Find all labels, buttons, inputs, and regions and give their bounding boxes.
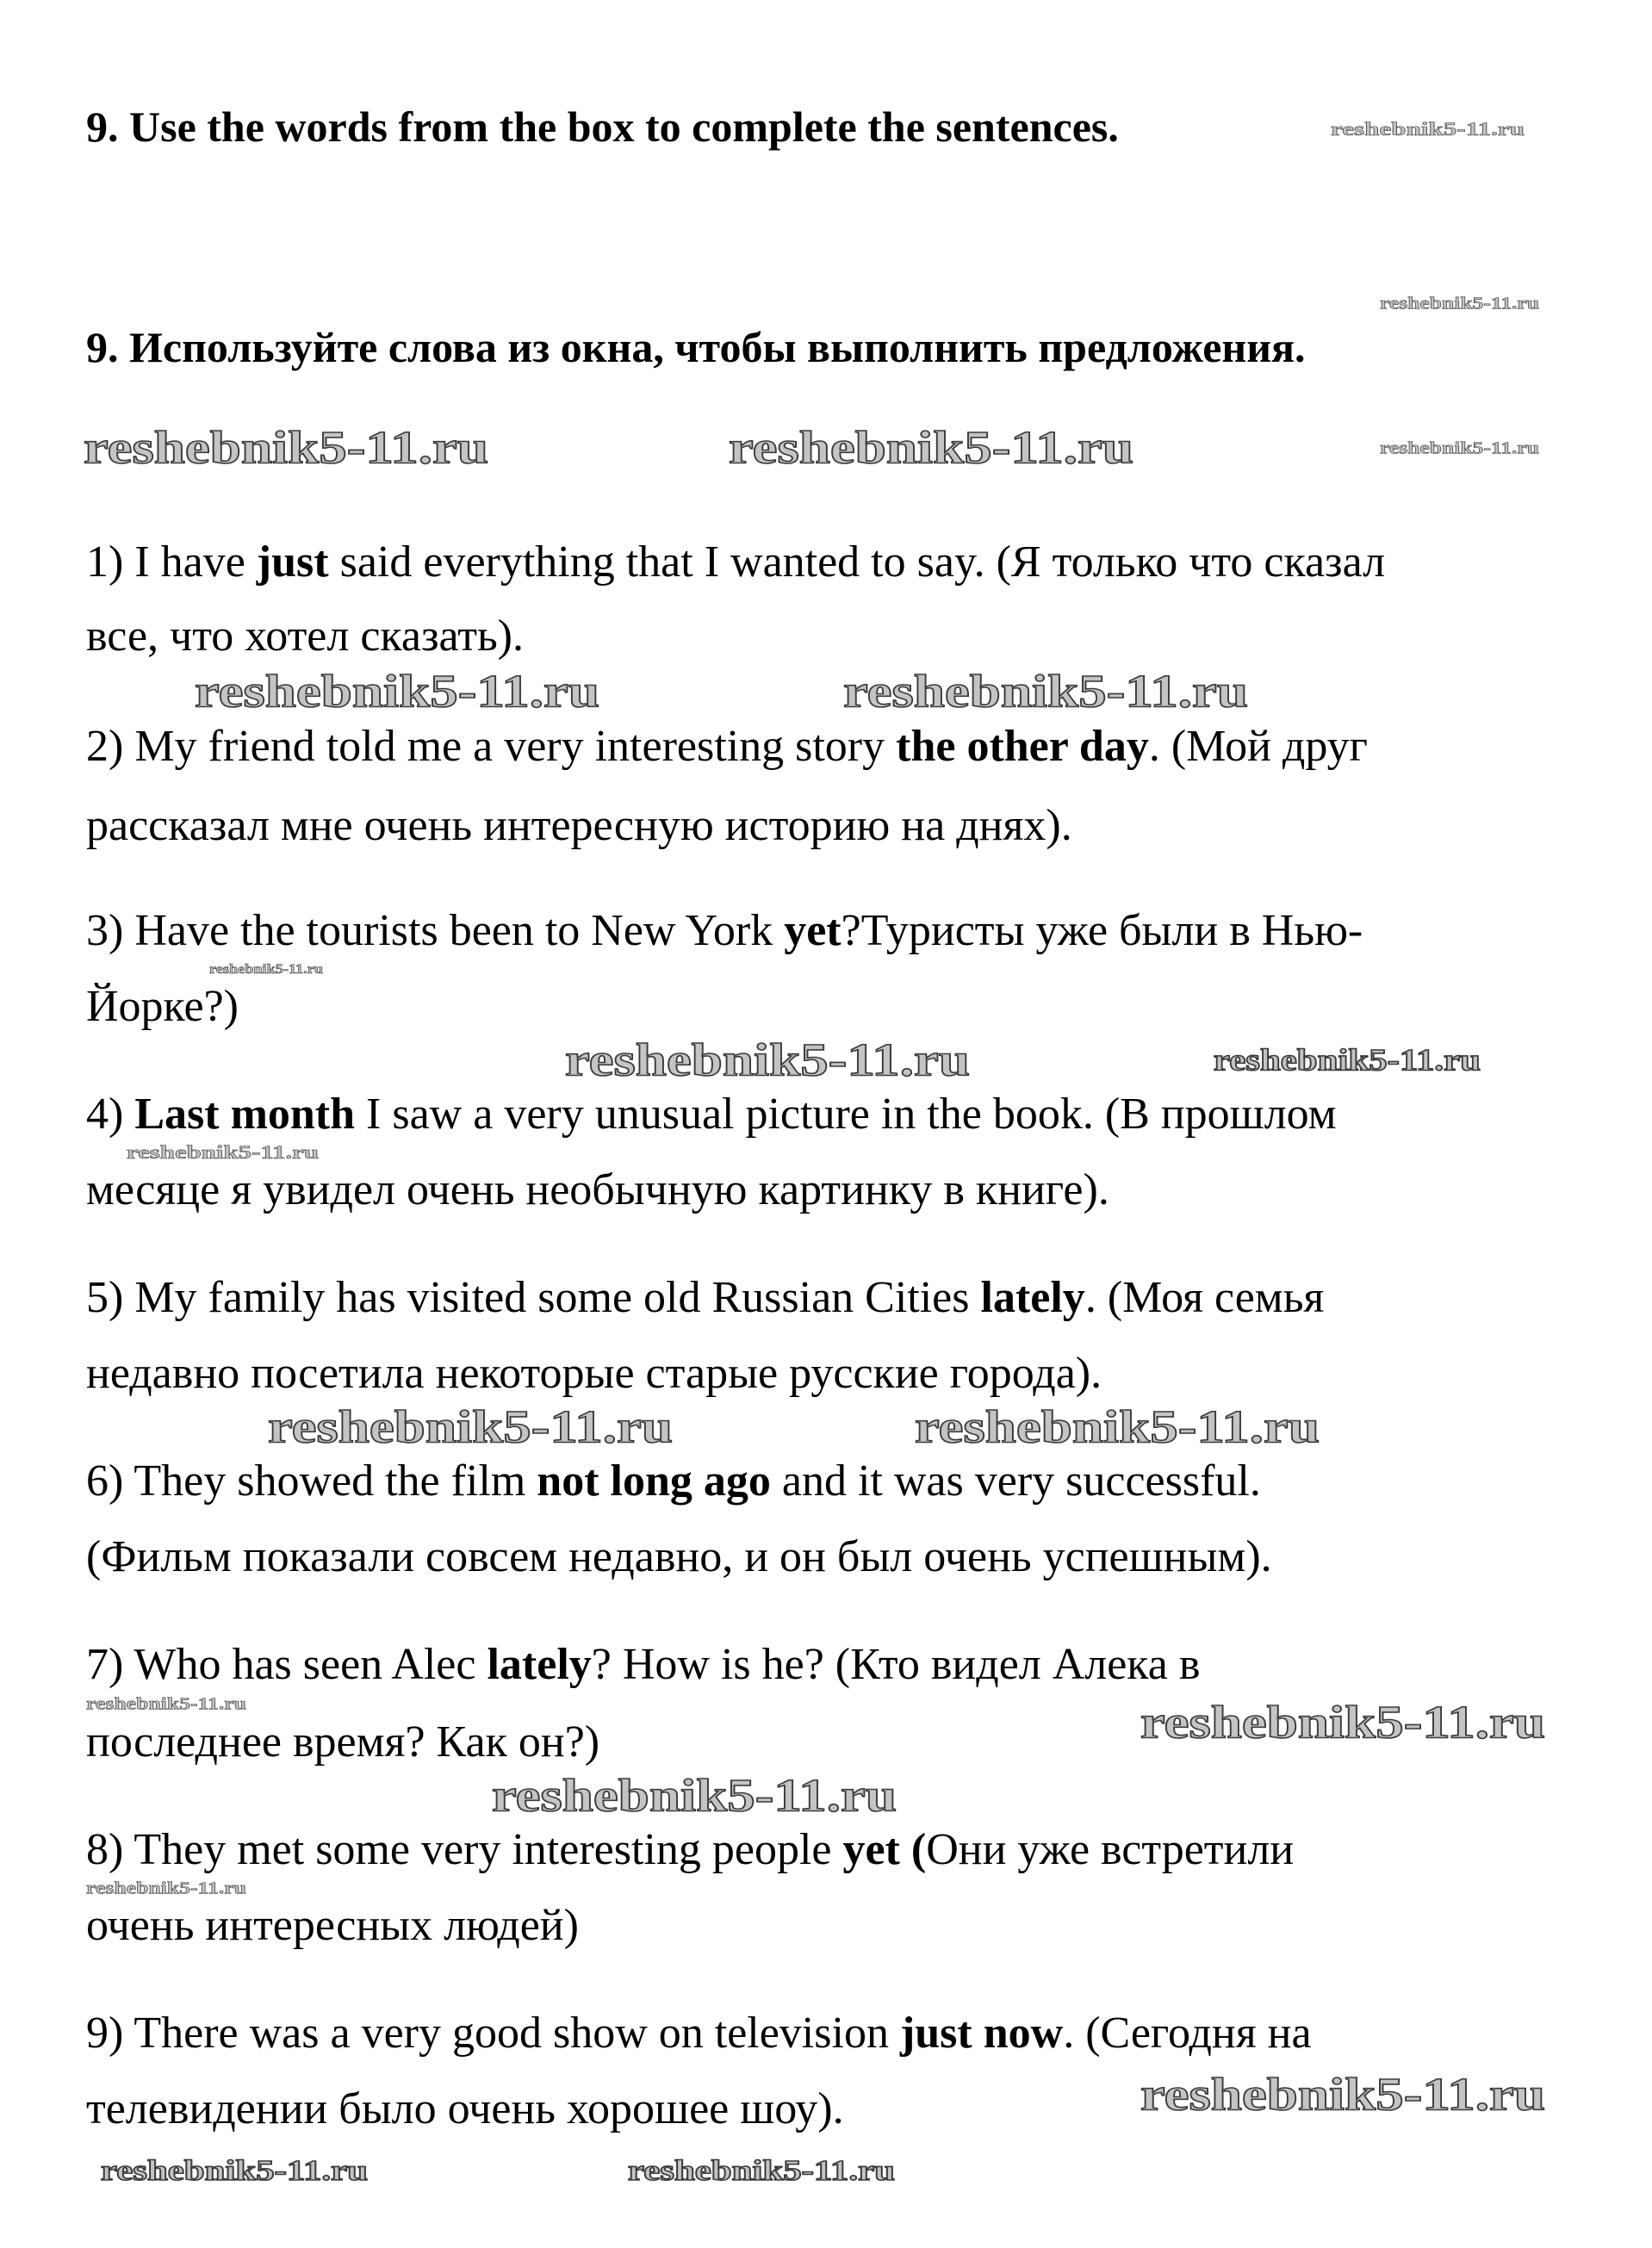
sentence-text: and it was very successful.: [770, 1456, 1261, 1506]
watermark-text: reshebnik5-11.ru: [843, 665, 1248, 717]
answer-line: [86, 611, 524, 662]
watermark-text: reshebnik5-11.ru: [1331, 118, 1525, 140]
sentence-text: 3) Have the tourists been to New York: [86, 906, 785, 955]
answer-line: [86, 1089, 1337, 1140]
watermark-text: reshebnik5-11.ru: [84, 421, 488, 474]
sentence-text: все, что хотел сказать).: [86, 612, 524, 661]
answer-keyword: yet: [784, 906, 842, 955]
watermark-text: reshebnik5-11.ru: [1380, 438, 1539, 458]
sentence-text: 2) My friend told me a very interesting story: [86, 722, 897, 771]
answer-line: [86, 1900, 579, 1952]
sentence-text: 5) My family has visited some old Russian Cities: [86, 1273, 981, 1322]
answer-line: [86, 1717, 599, 1768]
answer-line: [86, 905, 1363, 957]
answer-line: [86, 2008, 1312, 2059]
sentence-text: I saw a very unusual picture in the book. (В прошлом: [355, 1090, 1337, 1139]
sentence-text: 6) They showed the film: [86, 1456, 537, 1506]
sentence-text: . (Мой друг: [1148, 722, 1369, 771]
answer-line: [86, 1639, 1200, 1691]
sentence-text: телевидении было очень хорошее шоу).: [86, 2084, 844, 2133]
sentence-text: (Фильм показали совсем недавно, и он был очень успешным).: [86, 1532, 1272, 1581]
answer-line: [86, 1456, 1261, 1507]
sentence-text: очень интересных людей): [86, 1901, 579, 1950]
watermark-text: reshebnik5-11.ru: [729, 421, 1133, 474]
answer-line: [86, 537, 1385, 588]
sentence-text: рассказал мне очень интересную историю на днях).: [86, 801, 1072, 850]
answer-line: [86, 1531, 1272, 1583]
watermark-text: reshebnik5-11.ru: [628, 2154, 895, 2187]
watermark-text: reshebnik5-11.ru: [1140, 2068, 1545, 2121]
answer-keyword: lately: [487, 1640, 592, 1689]
answer-keyword: just: [256, 537, 329, 587]
sentence-text: Они уже встретили: [926, 1825, 1295, 1874]
sentence-text: 7) Who has seen Alec: [86, 1640, 488, 1689]
watermark-text: reshebnik5-11.ru: [1140, 1696, 1545, 1748]
sentence-text: said everything that I wanted to say. (Я только что сказал: [328, 537, 1386, 587]
sentence-text: . (Моя семья: [1084, 1273, 1325, 1322]
watermark-text: reshebnik5-11.ru: [209, 962, 324, 978]
sentence-text: 1) I have: [86, 537, 257, 587]
watermark-text: reshebnik5-11.ru: [492, 1769, 897, 1822]
watermark-text: reshebnik5-11.ru: [1214, 1042, 1481, 1077]
answer-line: [86, 981, 239, 1033]
watermark-text: reshebnik5-11.ru: [86, 1694, 246, 1714]
watermark-text: reshebnik5-11.ru: [915, 1400, 1320, 1453]
answer-keyword: yet (: [842, 1825, 927, 1874]
sentence-text: недавно посетила некоторые старые русские города).: [86, 1349, 1102, 1398]
watermark-text: reshebnik5-11.ru: [1380, 294, 1539, 314]
sentence-text: месяце я увидел очень необычную картинку в книге).: [86, 1165, 1109, 1214]
answer-line: [86, 1348, 1102, 1400]
sentence-text: ? How is he? (Кто видел Алека в: [591, 1640, 1201, 1689]
answer-line: [86, 1824, 1294, 1876]
watermark-text: reshebnik5-11.ru: [565, 1034, 970, 1086]
exercise-title-russian: 9. Используйте слова из окна, чтобы выполнить предложения.: [86, 323, 1306, 371]
sentence-text: 9) There was a very good show on television: [86, 2009, 900, 2058]
sentence-text: 8) They met some very interesting people: [86, 1825, 843, 1874]
watermark-text: reshebnik5-11.ru: [195, 665, 599, 717]
sentence-text: . (Сегодня на: [1063, 2009, 1312, 2058]
answer-line: [86, 1272, 1324, 1324]
answer-line: [86, 800, 1072, 852]
answer-line: [86, 1164, 1109, 1216]
watermark-text: reshebnik5-11.ru: [101, 2154, 368, 2187]
exercise-title-english: 9. Use the words from the box to complete the sentences.: [86, 102, 1119, 151]
sentence-text: последнее время? Как он?): [86, 1717, 600, 1767]
answer-keyword: lately: [980, 1273, 1085, 1322]
sentence-text: Йорке?): [86, 982, 239, 1031]
answer-keyword: Last month: [134, 1090, 356, 1139]
watermark-text: reshebnik5-11.ru: [268, 1400, 673, 1453]
sentence-text: 4): [86, 1090, 135, 1139]
answer-keyword: not long ago: [537, 1456, 771, 1506]
answer-line: [86, 2083, 844, 2135]
answer-keyword: just now: [899, 2009, 1064, 2058]
sentence-text: ?Туристы уже были в Нью-: [841, 906, 1363, 955]
answer-line: [86, 721, 1368, 773]
answer-keyword: the other day: [896, 722, 1149, 771]
watermark-text: reshebnik5-11.ru: [86, 1879, 246, 1898]
watermark-text: reshebnik5-11.ru: [127, 1141, 319, 1164]
